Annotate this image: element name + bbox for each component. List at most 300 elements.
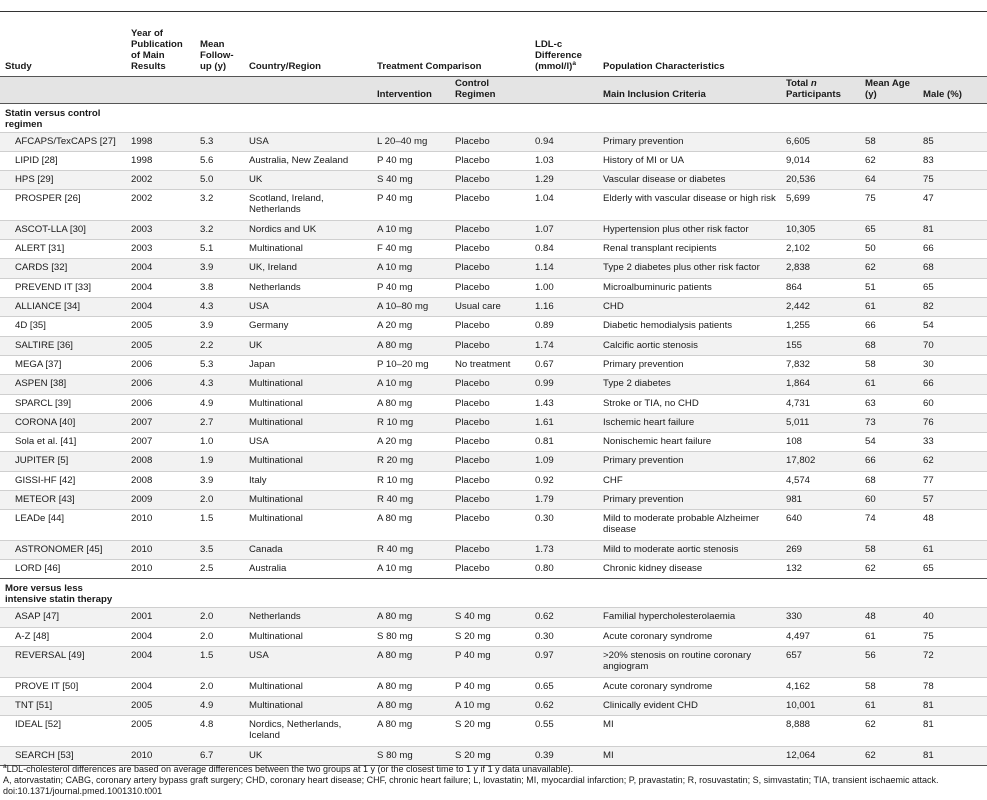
cell-country: Germany <box>245 317 373 336</box>
table-row <box>0 560 987 579</box>
cell-age: 60 <box>861 491 919 510</box>
cell-total: 132 <box>782 560 861 579</box>
cell-study: SPARCL [39] <box>0 394 127 413</box>
table-row <box>0 471 987 490</box>
cell-country: Multinational <box>245 491 373 510</box>
cell-year: 2010 <box>127 560 196 579</box>
cell-inclusion: Primary prevention <box>599 132 782 151</box>
cell-year: 2009 <box>127 491 196 510</box>
cell-age: 68 <box>861 471 919 490</box>
cell-ldl: 0.30 <box>531 627 599 646</box>
cell-age: 66 <box>861 452 919 471</box>
cell-male: 70 <box>919 336 987 355</box>
table-row <box>0 413 987 432</box>
table-row <box>0 317 987 336</box>
cell-year: 1998 <box>127 151 196 170</box>
cell-intervention: A 20 mg <box>373 433 451 452</box>
cell-inclusion: Elderly with vascular disease or high risk <box>599 190 782 221</box>
table-row <box>0 240 987 259</box>
table-row <box>0 375 987 394</box>
cell-study: REVERSAL [49] <box>0 647 127 678</box>
col-year: Year of Publication of Main Results <box>131 27 183 72</box>
cell-year: 2006 <box>127 394 196 413</box>
col-inclusion-criteria: Main Inclusion Criteria <box>599 76 782 103</box>
cell-inclusion: Chronic kidney disease <box>599 560 782 579</box>
cell-country: Netherlands <box>245 278 373 297</box>
cell-inclusion: Diabetic hemodialysis patients <box>599 317 782 336</box>
cell-study: IDEAL [52] <box>0 716 127 747</box>
cell-followup: 3.2 <box>196 190 245 221</box>
cell-male: 82 <box>919 298 987 317</box>
cell-year: 2003 <box>127 220 196 239</box>
cell-ldl: 1.79 <box>531 491 599 510</box>
cell-study: LORD [46] <box>0 560 127 579</box>
table-row <box>0 433 987 452</box>
cell-intervention: A 20 mg <box>373 317 451 336</box>
cell-ldl: 1.14 <box>531 259 599 278</box>
cell-inclusion: MI <box>599 746 782 765</box>
cell-followup: 1.5 <box>196 510 245 541</box>
cell-intervention: R 10 mg <box>373 471 451 490</box>
cell-age: 61 <box>861 375 919 394</box>
cell-age: 61 <box>861 298 919 317</box>
cell-age: 66 <box>861 317 919 336</box>
cell-study: MEGA [37] <box>0 355 127 374</box>
cell-total: 9,014 <box>782 151 861 170</box>
cell-ldl: 1.29 <box>531 171 599 190</box>
footnote-doi: doi:10.1371/journal.pmed.1001310.t001 <box>3 786 163 796</box>
cell-inclusion: Stroke or TIA, no CHD <box>599 394 782 413</box>
cell-intervention: S 80 mg <box>373 746 451 765</box>
cell-male: 65 <box>919 560 987 579</box>
cell-followup: 2.5 <box>196 560 245 579</box>
cell-inclusion: Primary prevention <box>599 491 782 510</box>
cell-country: Scotland, Ireland, Netherlands <box>245 190 373 221</box>
cell-intervention: A 10 mg <box>373 259 451 278</box>
cell-intervention: A 80 mg <box>373 696 451 715</box>
table-row <box>0 132 987 151</box>
cell-intervention: P 10–20 mg <box>373 355 451 374</box>
cell-control: Placebo <box>451 433 531 452</box>
cell-intervention: F 40 mg <box>373 240 451 259</box>
cell-year: 2005 <box>127 696 196 715</box>
table-row <box>0 171 987 190</box>
cell-control: Placebo <box>451 540 531 559</box>
cell-age: 63 <box>861 394 919 413</box>
cell-male: 61 <box>919 540 987 559</box>
cell-control: Placebo <box>451 151 531 170</box>
table-row <box>0 696 987 715</box>
cell-country: Multinational <box>245 413 373 432</box>
cell-year: 2008 <box>127 452 196 471</box>
cell-male: 75 <box>919 627 987 646</box>
cell-male: 77 <box>919 471 987 490</box>
cell-control: A 10 mg <box>451 696 531 715</box>
cell-inclusion: Acute coronary syndrome <box>599 677 782 696</box>
cell-ldl: 1.00 <box>531 278 599 297</box>
cell-intervention: A 80 mg <box>373 336 451 355</box>
cell-followup: 2.0 <box>196 608 245 627</box>
cell-control: No treatment <box>451 355 531 374</box>
cell-study: TNT [51] <box>0 696 127 715</box>
cell-ldl: 0.80 <box>531 560 599 579</box>
cell-age: 62 <box>861 560 919 579</box>
cell-followup: 5.3 <box>196 132 245 151</box>
cell-followup: 4.3 <box>196 375 245 394</box>
cell-year: 2004 <box>127 677 196 696</box>
table-row <box>0 190 987 221</box>
cell-country: Multinational <box>245 627 373 646</box>
cell-year: 2005 <box>127 716 196 747</box>
cell-control: Placebo <box>451 220 531 239</box>
col-study: Study <box>5 60 32 72</box>
cell-male: 66 <box>919 240 987 259</box>
cell-country: USA <box>245 647 373 678</box>
cell-ldl: 0.92 <box>531 471 599 490</box>
cell-year: 2010 <box>127 746 196 765</box>
cell-country: Australia, New Zealand <box>245 151 373 170</box>
cell-total: 5,011 <box>782 413 861 432</box>
cell-country: USA <box>245 132 373 151</box>
cell-study: JUPITER [5] <box>0 452 127 471</box>
table-row <box>0 259 987 278</box>
cell-control: S 20 mg <box>451 746 531 765</box>
cell-country: Multinational <box>245 696 373 715</box>
table-row <box>0 220 987 239</box>
cell-ldl: 0.39 <box>531 746 599 765</box>
cell-male: 83 <box>919 151 987 170</box>
cell-inclusion: Primary prevention <box>599 452 782 471</box>
cell-total: 2,838 <box>782 259 861 278</box>
cell-age: 51 <box>861 278 919 297</box>
cell-study: AFCAPS/TexCAPS [27] <box>0 132 127 151</box>
table-row <box>0 540 987 559</box>
cell-male: 30 <box>919 355 987 374</box>
cell-intervention: A 10 mg <box>373 375 451 394</box>
cell-followup: 4.3 <box>196 298 245 317</box>
cell-study: LIPID [28] <box>0 151 127 170</box>
cell-age: 75 <box>861 190 919 221</box>
cell-ldl: 1.43 <box>531 394 599 413</box>
cell-male: 66 <box>919 375 987 394</box>
cell-total: 20,536 <box>782 171 861 190</box>
cell-year: 2001 <box>127 608 196 627</box>
cell-age: 58 <box>861 677 919 696</box>
cell-total: 10,305 <box>782 220 861 239</box>
cell-total: 155 <box>782 336 861 355</box>
cell-total: 657 <box>782 647 861 678</box>
cell-year: 2002 <box>127 190 196 221</box>
cell-followup: 5.0 <box>196 171 245 190</box>
cell-male: 81 <box>919 716 987 747</box>
cell-control: Placebo <box>451 510 531 541</box>
cell-control: Usual care <box>451 298 531 317</box>
table-footnotes <box>0 764 987 797</box>
cell-study: PREVEND IT [33] <box>0 278 127 297</box>
table-row <box>0 716 987 747</box>
cell-year: 2010 <box>127 540 196 559</box>
cell-inclusion: Type 2 diabetes <box>599 375 782 394</box>
col-treatment-comparison: Treatment Comparison <box>377 60 482 72</box>
cell-ldl: 0.94 <box>531 132 599 151</box>
footnote-a: $^a$LDL-cholesterol differences are based on average differences between the two groups at 1 y (or the closest time to 1 y if 1 y data unavailable). <box>3 763 574 774</box>
cell-control: Placebo <box>451 336 531 355</box>
cell-ldl: 0.62 <box>531 608 599 627</box>
cell-total: 1,864 <box>782 375 861 394</box>
cell-age: 65 <box>861 220 919 239</box>
cell-inclusion: Mild to moderate aortic stenosis <box>599 540 782 559</box>
cell-intervention: P 40 mg <box>373 190 451 221</box>
cell-followup: 3.9 <box>196 471 245 490</box>
cell-followup: 2.0 <box>196 677 245 696</box>
cell-followup: 1.5 <box>196 647 245 678</box>
cell-control: Placebo <box>451 278 531 297</box>
cell-followup: 2.0 <box>196 491 245 510</box>
cell-age: 68 <box>861 336 919 355</box>
cell-total: 2,102 <box>782 240 861 259</box>
table-row <box>0 677 987 696</box>
section-title: Statin versus control regimen <box>0 103 987 132</box>
cell-inclusion: Calcific aortic stenosis <box>599 336 782 355</box>
table-row <box>0 151 987 170</box>
cell-country: UK <box>245 746 373 765</box>
cell-age: 56 <box>861 647 919 678</box>
cell-male: 57 <box>919 491 987 510</box>
cell-year: 2005 <box>127 336 196 355</box>
cell-male: 72 <box>919 647 987 678</box>
cell-year: 2004 <box>127 259 196 278</box>
cell-control: S 20 mg <box>451 716 531 747</box>
cell-control: P 40 mg <box>451 677 531 696</box>
cell-country: Multinational <box>245 510 373 541</box>
cell-total: 269 <box>782 540 861 559</box>
cell-intervention: A 80 mg <box>373 677 451 696</box>
cell-ldl: 0.62 <box>531 696 599 715</box>
cell-age: 61 <box>861 696 919 715</box>
cell-study: HPS [29] <box>0 171 127 190</box>
table-row <box>0 452 987 471</box>
cell-study: 4D [35] <box>0 317 127 336</box>
cell-ldl: 0.89 <box>531 317 599 336</box>
col-male-percent: Male (%) <box>919 76 987 103</box>
cell-control: Placebo <box>451 471 531 490</box>
cell-year: 2007 <box>127 413 196 432</box>
cell-country: Australia <box>245 560 373 579</box>
cell-study: CARDS [32] <box>0 259 127 278</box>
cell-ldl: 0.97 <box>531 647 599 678</box>
cell-followup: 1.0 <box>196 433 245 452</box>
cell-study: METEOR [43] <box>0 491 127 510</box>
cell-intervention: P 40 mg <box>373 151 451 170</box>
cell-male: 85 <box>919 132 987 151</box>
cell-total: 4,731 <box>782 394 861 413</box>
cell-control: Placebo <box>451 375 531 394</box>
cell-intervention: S 40 mg <box>373 171 451 190</box>
col-ldl-difference <box>531 22 599 76</box>
cell-country: Nordics and UK <box>245 220 373 239</box>
cell-year: 2008 <box>127 471 196 490</box>
cell-inclusion: Mild to moderate probable Alzheimer disease <box>599 510 782 541</box>
col-total-participants: Total n Participants <box>782 76 861 103</box>
cell-study: A-Z [48] <box>0 627 127 646</box>
cell-country: Multinational <box>245 240 373 259</box>
cell-followup: 3.9 <box>196 259 245 278</box>
cell-male: 33 <box>919 433 987 452</box>
cell-country: Netherlands <box>245 608 373 627</box>
cell-age: 61 <box>861 627 919 646</box>
ldl-footnote-marker: a <box>572 59 576 67</box>
cell-study: ALLIANCE [34] <box>0 298 127 317</box>
cell-study: LEADe [44] <box>0 510 127 541</box>
table-row <box>0 608 987 627</box>
cell-inclusion: Nonischemic heart failure <box>599 433 782 452</box>
cell-intervention: A 10 mg <box>373 560 451 579</box>
cell-control: S 20 mg <box>451 627 531 646</box>
cell-ldl: 1.74 <box>531 336 599 355</box>
cell-ldl: 0.55 <box>531 716 599 747</box>
col-country: Country/Region <box>249 60 321 72</box>
cell-followup: 1.9 <box>196 452 245 471</box>
cell-total: 7,832 <box>782 355 861 374</box>
cell-total: 10,001 <box>782 696 861 715</box>
cell-country: USA <box>245 298 373 317</box>
cell-country: Multinational <box>245 375 373 394</box>
cell-study: ASCOT-LLA [30] <box>0 220 127 239</box>
cell-study: ASPEN [38] <box>0 375 127 394</box>
cell-ldl: 1.09 <box>531 452 599 471</box>
cell-control: Placebo <box>451 240 531 259</box>
cell-total: 4,574 <box>782 471 861 490</box>
cell-followup: 3.9 <box>196 317 245 336</box>
cell-male: 81 <box>919 746 987 765</box>
cell-inclusion: Ischemic heart failure <box>599 413 782 432</box>
ldl-label: LDL-c Difference (mmol/l) <box>535 38 582 72</box>
cell-year: 2006 <box>127 375 196 394</box>
cell-followup: 4.9 <box>196 696 245 715</box>
trials-table <box>0 22 987 766</box>
cell-intervention: A 80 mg <box>373 394 451 413</box>
cell-total: 12,064 <box>782 746 861 765</box>
cell-intervention: R 20 mg <box>373 452 451 471</box>
cell-study: SALTIRE [36] <box>0 336 127 355</box>
cell-study: ASAP [47] <box>0 608 127 627</box>
cell-control: Placebo <box>451 317 531 336</box>
cell-total: 1,255 <box>782 317 861 336</box>
cell-ldl: 0.99 <box>531 375 599 394</box>
cell-male: 54 <box>919 317 987 336</box>
cell-inclusion: CHD <box>599 298 782 317</box>
cell-ldl: 0.84 <box>531 240 599 259</box>
cell-intervention: P 40 mg <box>373 278 451 297</box>
cell-control: Placebo <box>451 171 531 190</box>
cell-followup: 3.5 <box>196 540 245 559</box>
cell-ldl: 0.30 <box>531 510 599 541</box>
cell-country: Multinational <box>245 452 373 471</box>
cell-study: ASTRONOMER [45] <box>0 540 127 559</box>
cell-year: 2004 <box>127 278 196 297</box>
cell-year: 2006 <box>127 355 196 374</box>
cell-intervention: A 80 mg <box>373 608 451 627</box>
cell-inclusion: Renal transplant recipients <box>599 240 782 259</box>
cell-male: 65 <box>919 278 987 297</box>
cell-ldl: 0.67 <box>531 355 599 374</box>
cell-control: Placebo <box>451 259 531 278</box>
cell-age: 64 <box>861 171 919 190</box>
cell-country: UK <box>245 171 373 190</box>
cell-study: ALERT [31] <box>0 240 127 259</box>
cell-country: UK, Ireland <box>245 259 373 278</box>
cell-followup: 6.7 <box>196 746 245 765</box>
cell-age: 62 <box>861 259 919 278</box>
cell-country: Nordics, Netherlands, Iceland <box>245 716 373 747</box>
cell-inclusion: MI <box>599 716 782 747</box>
col-mean-age: Mean Age (y) <box>861 76 919 103</box>
cell-ldl: 1.07 <box>531 220 599 239</box>
cell-age: 62 <box>861 716 919 747</box>
table-row <box>0 298 987 317</box>
cell-year: 2004 <box>127 298 196 317</box>
cell-total: 981 <box>782 491 861 510</box>
cell-intervention: L 20–40 mg <box>373 132 451 151</box>
col-control-regimen: Control Regimen <box>451 76 531 103</box>
cell-control: Placebo <box>451 560 531 579</box>
cell-male: 60 <box>919 394 987 413</box>
cell-country: USA <box>245 433 373 452</box>
table-row <box>0 746 987 765</box>
cell-male: 78 <box>919 677 987 696</box>
cell-control: Placebo <box>451 394 531 413</box>
cell-total: 4,497 <box>782 627 861 646</box>
cell-male: 68 <box>919 259 987 278</box>
cell-inclusion: Type 2 diabetes plus other risk factor <box>599 259 782 278</box>
cell-total: 640 <box>782 510 861 541</box>
cell-ldl: 0.81 <box>531 433 599 452</box>
cell-intervention: A 10–80 mg <box>373 298 451 317</box>
cell-total: 5,699 <box>782 190 861 221</box>
cell-control: P 40 mg <box>451 647 531 678</box>
cell-ldl: 1.61 <box>531 413 599 432</box>
cell-male: 48 <box>919 510 987 541</box>
cell-country: Canada <box>245 540 373 559</box>
cell-followup: 5.6 <box>196 151 245 170</box>
cell-followup: 2.0 <box>196 627 245 646</box>
table-row <box>0 510 987 541</box>
table-row <box>0 647 987 678</box>
cell-inclusion: Vascular disease or diabetes <box>599 171 782 190</box>
cell-male: 76 <box>919 413 987 432</box>
cell-followup: 2.7 <box>196 413 245 432</box>
cell-ldl: 1.04 <box>531 190 599 221</box>
cell-control: Placebo <box>451 491 531 510</box>
cell-age: 58 <box>861 132 919 151</box>
cell-country: Italy <box>245 471 373 490</box>
cell-inclusion: CHF <box>599 471 782 490</box>
cell-study: GISSI-HF [42] <box>0 471 127 490</box>
cell-male: 81 <box>919 696 987 715</box>
table-row <box>0 394 987 413</box>
cell-total: 2,442 <box>782 298 861 317</box>
cell-followup: 2.2 <box>196 336 245 355</box>
cell-year: 1998 <box>127 132 196 151</box>
cell-male: 81 <box>919 220 987 239</box>
table-row <box>0 491 987 510</box>
section-header <box>0 579 987 608</box>
cell-followup: 4.8 <box>196 716 245 747</box>
cell-intervention: A 80 mg <box>373 716 451 747</box>
cell-control: Placebo <box>451 413 531 432</box>
col-intervention: Intervention <box>373 76 451 103</box>
cell-ldl: 0.65 <box>531 677 599 696</box>
